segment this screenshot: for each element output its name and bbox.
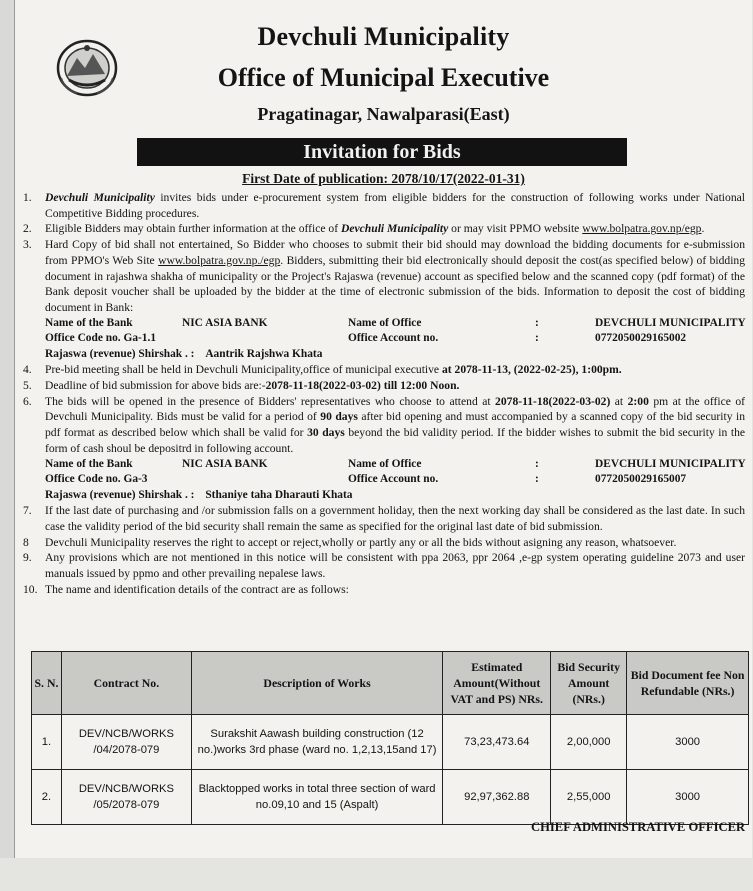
col-header-sn: S. N. [32,652,62,715]
notice-body [23,190,745,597]
table-row: 2. DEV/NCB/WORKS /05/2078-079 Blacktopped works in total three section of ward no.09,10 and 15 (Aspalt) 92,97,362.88 2,55,000 3000 [32,770,749,825]
clause-5: 5. Deadline of bid submission for above bids are:-2078-11-18(2022-03-02) till 12:00 Noon. [23,379,460,393]
clause-7: 7. If the last date of purchasing and /or submission falls on a government holiday, then the next working day shall be considered as the last date. In such case the validity period of the bid security shall remain the same as specified for the original last date of bid submission. [23,504,745,533]
revenue-shirshak-1: Rajaswa (revenue) Shirshak . : Aantrik Rajshwa Khata [45,347,323,360]
page-bottom-margin [0,858,753,891]
table-row: 1. DEV/NCB/WORKS /04/2078-079 Surakshit Aawash building construction (12 no.)works 3rd phase (ward no. 1,2,13,15and 17) 73,23,473.64 2,00,000 3000 [32,715,749,770]
revenue-shirshak-2: Rajaswa (revenue) Shirshak . : Sthaniye taha Dharauti Khata [45,488,353,501]
table-header-row [32,652,749,715]
invitation-banner: Invitation for Bids [137,138,627,166]
publication-date: First Date of publication: 2078/10/17(2022-01-31) [242,171,525,186]
col-header-security: Bid Security Amount (NRs.) [551,652,627,715]
municipality-title: Devchuli Municipality [257,22,510,51]
bolpatra-link[interactable]: www.bolpatra.gov.np./egp [158,253,281,267]
bank-details-1: Name of the Bank NIC ASIA BANK Name of Office : DEVCHULI MUNICIPALITY Office Code no. Ga-1.1 Office Account no. : 0772050029165002 [45,316,746,345]
notice-header [15,0,752,200]
contracts-table [31,651,749,825]
col-header-contract: Contract No. [61,652,191,715]
clause-3: 3. Hard Copy of bid shall not entertained, So Bidder who chooses to submit their bid should may download the bidding documents for e-submission from PPMO's Web Site www.bolpatra.gov.np./egp. Bidders, submitting their bid electronically should deposit the cost(as specified below) of bidding document in rajashwa shakha of municipality or the Project's Rajaswa (revenue) account as specified below and the scanned copy (pdf format) of the Bank deposit voucher shall be uploaded by the bidder at the time of electronic submission of the bids. Information to deposit the cost of bidding document in Bank: [23,238,746,314]
bank-details-2: Name of the Bank NIC ASIA BANK Name of Office : DEVCHULI MUNICIPALITY Office Code no. Ga-3 Office Account no. : 0772050029165007 [45,457,746,486]
clause-8: 8 Devchuli Municipality reserves the right to accept or reject,wholly or partly any or all the bids without asigning any reason, whatsoever. [23,535,677,549]
clause-2: 2. Eligible Bidders may obtain further information at the office of Devchuli Municipality or may visit PPMO website www.bolpatra.gov.np/egp. [23,222,705,236]
clause-10: 10. The name and identification details of the contract are as follows: [23,582,349,596]
col-header-description: Description of Works [191,652,442,715]
clause-9: 9. Any provisions which are not mentioned in this notice will be consistent with ppa 2063, ppr 2064 ,e-gp system operating guideline 2073 and user manuals issued by ppmo and other prevailing nepalese laws. [23,551,745,581]
col-header-fee: Bid Document fee Non Refundable (NRs.) [627,652,749,715]
col-header-estimate: Estimated Amount(Without VAT and PS) NRs. [443,652,551,715]
office-title: Office of Municipal Executive [217,63,550,92]
notice-sheet [14,0,752,858]
ppmo-link[interactable]: www.bolpatra.gov.np/egp [582,222,702,236]
clause-4: 4. Pre-bid meeting shall be held in Devchuli Municipality,office of municipal executive at 2078-11-13, (2022-02-25), 1:00pm. [23,363,622,377]
address-line: Pragatinagar, Nawalparasi(East) [257,104,510,124]
clause-1: 1. Devchuli Municipality invites bids under e-procurement system from eligible bidders for the construction of following works under National Competitive Bidding procedures. [23,191,745,220]
clause-6: 6. The bids will be opened in the presence of Bidders' representatives who choose to attend at 2078-11-18(2022-03-02) at 2:00 pm at the office of Devchuli Municipality. Bids must be valid for a period of 90 days after bid opening and must accompanied by a scanned copy of the bid security in pdf format as described below which shall be valid for 30 days beyond the bid validity period. If the bidder wishes to submit the bid security in the form of cash shoul be depositrd in following account. [23,394,746,455]
signature-title: CHIEF ADMINISTRATIVE OFFICER [531,820,746,834]
